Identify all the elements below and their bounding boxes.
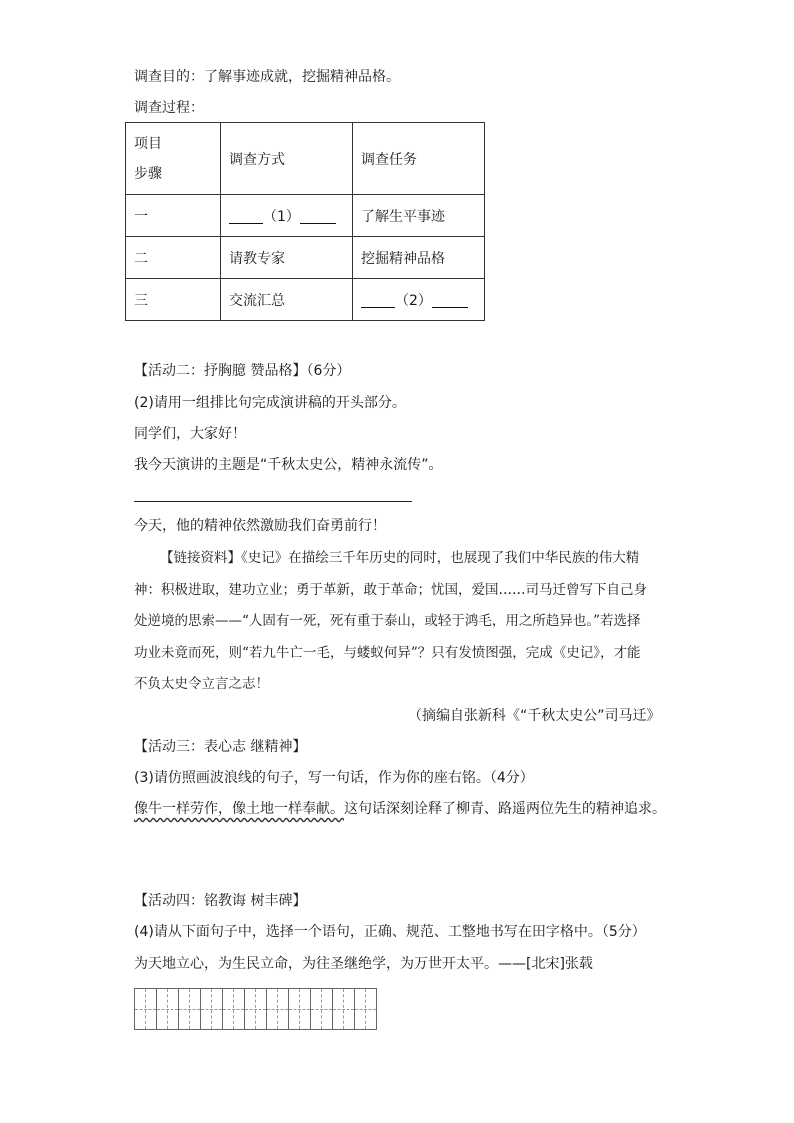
speech-greeting: 同学们，大家好！ [134, 426, 246, 442]
method-cell [221, 237, 353, 279]
tianzige-cell[interactable] [289, 989, 311, 1029]
survey-table [125, 122, 485, 321]
link-material-line-4: 功业未竟而死，则“若九牛亡一毛，与蝼蚁何异”？只有发愤图强，完成《史记》，才能 [134, 645, 641, 661]
answer-line [134, 501, 412, 502]
table-row [126, 195, 485, 237]
activity2-title: 【活动二：抒胸臆 赞品格】（6分） [134, 363, 351, 379]
link-material-line-3: 处逆境的思索——“人固有一死，死有重于泰山，或轻于鸿毛，用之所趋异也。”若选择 [134, 613, 641, 629]
table-header-row [126, 123, 485, 195]
task-cell [353, 237, 485, 279]
link-material-line-1: 【链接资料】《史记》在描绘三千年历史的同时，也展现了我们中华民族的伟大精 [160, 550, 640, 566]
tianzige-cell[interactable] [223, 989, 245, 1029]
activity4-question: (4)请从下面句子中，选择一个语句，正确、规范、工整地书写在田字格中。（5分） [134, 924, 646, 940]
survey-process-label: 调查过程： [134, 100, 204, 116]
link-material-line-2: 神：积极进取，建功立业；勇于革新，敢于革命；忧国，爱国……司马迁曾写下自己身 [134, 582, 647, 598]
tianzige-cell[interactable] [333, 989, 355, 1029]
header-item-label: 项目 [134, 135, 162, 152]
tianzige-cell[interactable] [157, 989, 179, 1029]
table-row [126, 237, 485, 279]
activity2-question: (2)请用一组排比句完成演讲稿的开头部分。 [134, 395, 406, 411]
header-step-cell [126, 123, 221, 195]
activity3-title: 【活动三：表心志 继精神】 [134, 739, 307, 755]
header-step-label: 步骤 [134, 165, 162, 182]
blank-line-right [300, 209, 336, 224]
motto-explanation: 这句话深刻诠释了柳青、路遥两位先生的精神追求。 [344, 801, 666, 817]
task-cell [353, 279, 485, 321]
speech-closing: 今天，他的精神依然激励我们奋勇前行！ [134, 518, 386, 534]
method-label: 交流汇总 [229, 292, 285, 309]
source-citation: （摘编自张新科《“千秋太史公”司马迁》 [408, 708, 661, 724]
tianzige-cell[interactable] [135, 989, 157, 1029]
tianzige-cell[interactable] [201, 989, 223, 1029]
survey-purpose: 调查目的：了解事迹成就，挖掘精神品格。 [134, 69, 400, 85]
header-method-label: 调查方式 [229, 151, 285, 168]
tianzige-cell[interactable] [267, 989, 289, 1029]
tianzige-cell[interactable] [245, 989, 267, 1029]
header-task-cell [353, 123, 485, 195]
tianzige-cell[interactable] [311, 989, 333, 1029]
method-cell [221, 195, 353, 237]
header-task-label: 调查任务 [361, 151, 417, 168]
blank-1-label: （1） [263, 208, 300, 225]
table-row [126, 279, 485, 321]
task-cell [353, 195, 485, 237]
step-label: 三 [134, 292, 148, 309]
motto-sentence [134, 799, 666, 819]
activity3-question: (3)请仿照画波浪线的句子，写一句话，作为你的座右铭。（4分） [134, 770, 534, 786]
step-cell [126, 195, 221, 237]
tianzige-cell[interactable] [355, 989, 376, 1029]
blank-line-left [229, 209, 263, 224]
method-label: 请教专家 [229, 250, 285, 267]
wavy-underlined-sentence: 像牛一样劳作，像土地一样奉献。 [134, 801, 344, 817]
link-material-line-5: 不负太史令立言之志！ [134, 676, 269, 692]
speech-theme: 我今天演讲的主题是“千秋太史公，精神永流传”。 [134, 457, 443, 473]
blank-2-label: （2） [395, 292, 432, 309]
tianzige-grid[interactable] [134, 988, 377, 1030]
step-label: 二 [134, 250, 148, 267]
step-cell [126, 279, 221, 321]
task-label: 挖掘精神品格 [361, 250, 445, 267]
step-label: 一 [134, 208, 148, 225]
activity4-title: 【活动四：铭教诲 树丰碑】 [134, 893, 307, 909]
tianzige-cell[interactable] [179, 989, 201, 1029]
method-cell [221, 279, 353, 321]
blank-line-right [432, 293, 468, 308]
header-method-cell [221, 123, 353, 195]
zhangzai-quote: 为天地立心，为生民立命，为往圣继绝学，为万世开太平。——[北宋]张载 [134, 956, 593, 972]
blank-line-left [361, 293, 395, 308]
step-cell [126, 237, 221, 279]
task-label: 了解生平事迹 [361, 208, 445, 225]
